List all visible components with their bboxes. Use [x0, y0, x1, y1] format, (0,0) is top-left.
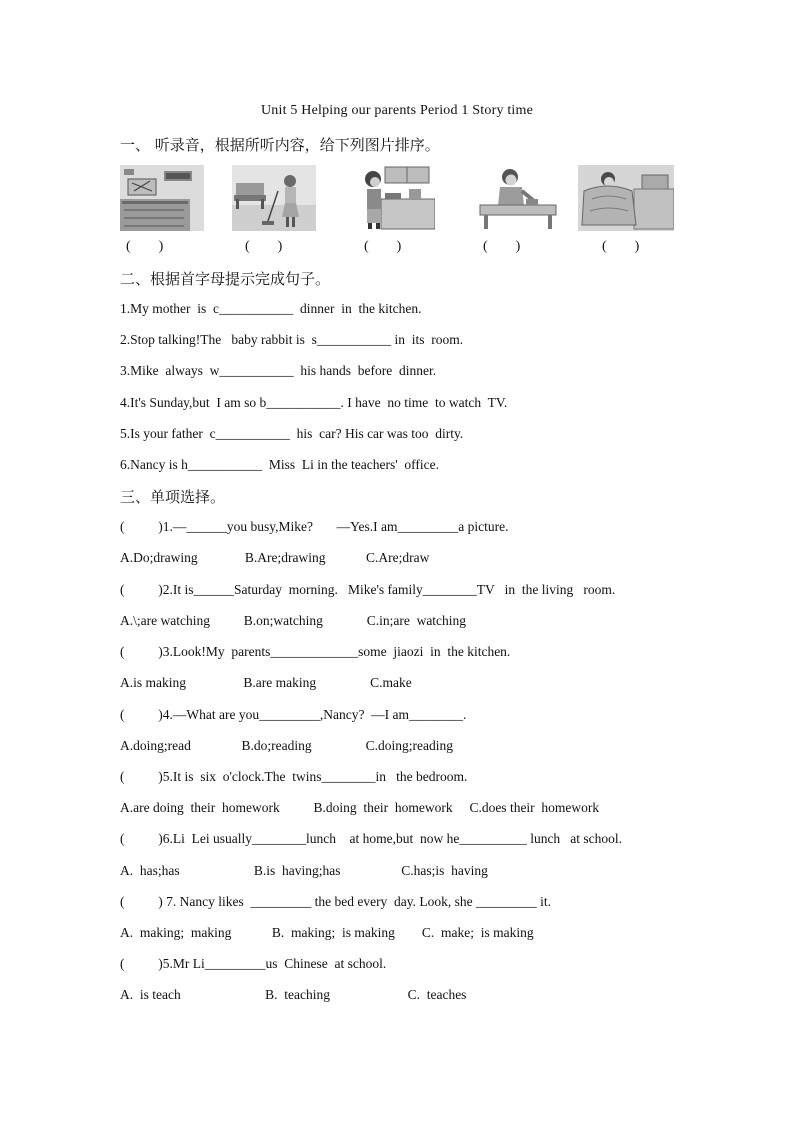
question-line: ( )2.It is______Saturday morning. Mike's family________TV in the living room. — [120, 582, 616, 597]
kitchen-sink-picture — [120, 165, 204, 231]
girl-cooking-picture — [355, 165, 435, 231]
fill-in-item: 3.Mike always w___________ his hands before dinner. — [120, 363, 437, 378]
section2-heading: 二、根据首字母提示完成句子。 — [120, 270, 331, 288]
order-blank: ( ) — [602, 239, 640, 254]
page-title: Unit 5 Helping our parents Period 1 Story time — [260, 103, 534, 118]
question-line: ( )4.—What are you_________,Nancy? —I am________. — [120, 707, 467, 722]
fill-in-item: 1.My mother is c___________ dinner in the kitchen. — [120, 301, 422, 316]
question-line: ( )5.It is six o'clock.The twins________in the bedroom. — [120, 769, 468, 784]
picture-row — [120, 165, 680, 235]
section3-heading: 三、单项选择。 — [120, 488, 226, 506]
question-line: ( )1.—______you busy,Mike? —Yes.I am_________a picture. — [120, 519, 509, 534]
fill-in-item: 4.It's Sunday,but I am so b___________. I have no time to watch TV. — [120, 395, 508, 410]
section1-heading: 一、 听录音，根据所听内容，给下列图片排序。 — [120, 136, 440, 154]
options-line: A. has;has B.is having;has C.has;is having — [120, 863, 488, 878]
question-line: ( ) 7. Nancy likes _________ the bed every day. Look, she _________ it. — [120, 894, 552, 909]
order-blank: ( ) — [483, 239, 521, 254]
boy-making-bed-picture — [578, 165, 674, 231]
options-line: A.are doing their homework B.doing their homework C.does their homework — [120, 800, 600, 815]
question-line: ( )5.Mr Li_________us Chinese at school. — [120, 956, 387, 971]
options-line: A. making; making B. making; is making C. make; is making — [120, 925, 534, 940]
options-line: A. is teach B. teaching C. teaches — [120, 987, 467, 1002]
fill-in-item: 6.Nancy is h___________ Miss Li in the teachers' office. — [120, 457, 439, 472]
options-line: A.\;are watching B.on;watching C.in;are watching — [120, 613, 467, 628]
options-line: A.is making B.are making C.make — [120, 675, 412, 690]
boy-cleaning-table-picture — [478, 165, 558, 231]
order-blank: ( ) — [364, 239, 402, 254]
question-line: ( )6.Li Lei usually________lunch at home,but now he__________ lunch at school. — [120, 831, 623, 846]
order-blank: ( ) — [126, 239, 164, 254]
fill-in-item: 2.Stop talking!The baby rabbit is s___________ in its room. — [120, 332, 464, 347]
fill-in-item: 5.Is your father c___________ his car? His car was too dirty. — [120, 426, 464, 441]
question-line: ( )3.Look!My parents_____________some jiaozi in the kitchen. — [120, 644, 511, 659]
girl-sweeping-picture — [232, 165, 316, 231]
options-line: A.doing;read B.do;reading C.doing;reading — [120, 738, 453, 753]
options-line: A.Do;drawing B.Are;drawing C.Are;draw — [120, 550, 430, 565]
order-blank: ( ) — [245, 239, 283, 254]
